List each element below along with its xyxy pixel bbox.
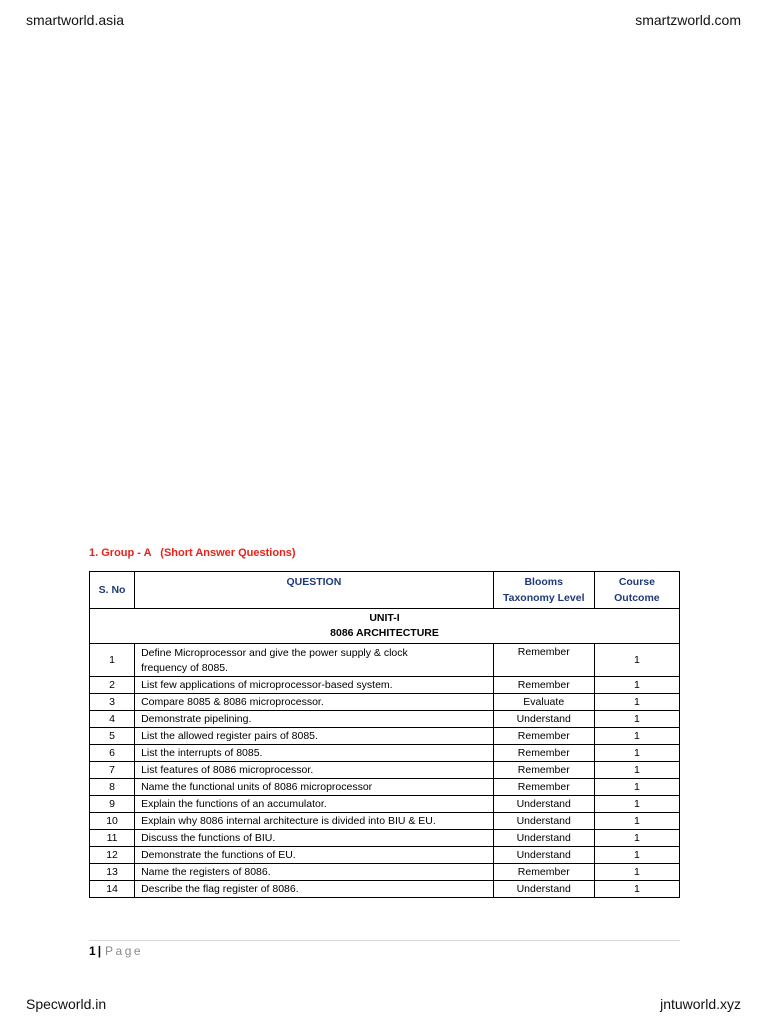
page-separator: | (97, 944, 102, 958)
row-sno: 8 (90, 779, 135, 796)
watermark-top-right: smartzworld.com (635, 12, 741, 28)
watermark-bottom-left: Specworld.in (26, 996, 107, 1012)
page-number-footer (89, 944, 143, 958)
row-outcome: 1 (594, 779, 679, 796)
table-row (90, 813, 680, 830)
watermark-top-left: smartworld.asia (26, 12, 125, 28)
row-question-line1: Define Microprocessor and give the power supply & clock (141, 646, 408, 659)
table-row (90, 711, 680, 728)
row-level: Understand (493, 711, 594, 728)
section-heading: 1. Group - A (Short Answer Questions) (89, 547, 296, 559)
row-outcome: 1 (594, 694, 679, 711)
row-sno: 13 (90, 864, 135, 881)
row-question: Name the registers of 8086. (135, 864, 494, 881)
table-row (90, 694, 680, 711)
row-question: Explain why 8086 internal architecture is divided into BIU & EU. (135, 813, 494, 830)
row-sno: 9 (90, 796, 135, 813)
row-question: Demonstrate pipelining. (135, 711, 494, 728)
header-outcome-line1: Course (618, 576, 655, 588)
page-number: 1 (89, 944, 96, 958)
row-outcome: 1 (594, 644, 679, 677)
unit-title-line1: UNIT-I (369, 612, 400, 624)
table-row (90, 796, 680, 813)
row-sno: 4 (90, 711, 135, 728)
row-outcome: 1 (594, 677, 679, 694)
row-sno: 10 (90, 813, 135, 830)
table-row (90, 728, 680, 745)
row-question: Demonstrate the functions of EU. (135, 847, 494, 864)
row-level: Remember (493, 728, 594, 745)
table-row (90, 677, 680, 694)
row-question: Discuss the functions of BIU. (135, 830, 494, 847)
header-outcome-line2: Outcome (614, 592, 660, 604)
header-sno: S. No (90, 572, 135, 609)
row-sno: 5 (90, 728, 135, 745)
row-sno: 14 (90, 881, 135, 898)
header-blooms-line2: Taxonomy Level (502, 592, 585, 604)
row-sno: 11 (90, 830, 135, 847)
unit-row (90, 609, 680, 644)
questions-table (89, 571, 680, 898)
row-outcome: 1 (594, 813, 679, 830)
row-question: List few applications of microprocessor-based system. (135, 677, 494, 694)
row-outcome: 1 (594, 847, 679, 864)
row-level: Remember (493, 677, 594, 694)
row-question: Compare 8085 & 8086 microprocessor. (135, 694, 494, 711)
header-blooms (493, 572, 594, 609)
row-level: Remember (493, 762, 594, 779)
unit-title (90, 609, 680, 644)
row-question: Describe the flag register of 8086. (135, 881, 494, 898)
footer-divider (89, 940, 680, 941)
page-label: Page (105, 944, 144, 958)
row-level: Understand (493, 881, 594, 898)
header-blooms-line1: Blooms (524, 576, 563, 588)
row-outcome: 1 (594, 711, 679, 728)
row-outcome: 1 (594, 745, 679, 762)
row-question: List features of 8086 microprocessor. (135, 762, 494, 779)
row-level: Understand (493, 830, 594, 847)
table-row (90, 864, 680, 881)
row-question (135, 644, 494, 677)
table-row (90, 779, 680, 796)
row-outcome: 1 (594, 864, 679, 881)
row-sno: 1 (90, 644, 135, 677)
unit-title-line2: 8086 ARCHITECTURE (330, 627, 439, 639)
row-question: List the allowed register pairs of 8085. (135, 728, 494, 745)
table-row (90, 644, 680, 677)
row-question: Explain the functions of an accumulator. (135, 796, 494, 813)
row-question: List the interrupts of 8085. (135, 745, 494, 762)
row-question-line2: frequency of 8085. (141, 661, 229, 674)
table-row (90, 745, 680, 762)
row-level: Remember (493, 745, 594, 762)
table-header-row (90, 572, 680, 609)
row-outcome: 1 (594, 728, 679, 745)
table-row (90, 881, 680, 898)
row-question: Name the functional units of 8086 microprocessor (135, 779, 494, 796)
row-sno: 2 (90, 677, 135, 694)
header-outcome (594, 572, 679, 609)
row-level: Remember (493, 779, 594, 796)
row-sno: 6 (90, 745, 135, 762)
row-level: Evaluate (493, 694, 594, 711)
row-level: Remember (493, 644, 594, 677)
table-row (90, 847, 680, 864)
row-level: Understand (493, 796, 594, 813)
row-level: Understand (493, 847, 594, 864)
row-outcome: 1 (594, 796, 679, 813)
row-sno: 7 (90, 762, 135, 779)
watermark-bottom-right: jntuworld.xyz (660, 996, 741, 1012)
row-outcome: 1 (594, 762, 679, 779)
table-row (90, 830, 680, 847)
row-sno: 12 (90, 847, 135, 864)
row-level: Remember (493, 864, 594, 881)
table-row (90, 762, 680, 779)
row-outcome: 1 (594, 881, 679, 898)
row-sno: 3 (90, 694, 135, 711)
row-outcome: 1 (594, 830, 679, 847)
header-question: QUESTION (135, 572, 494, 609)
row-level: Understand (493, 813, 594, 830)
